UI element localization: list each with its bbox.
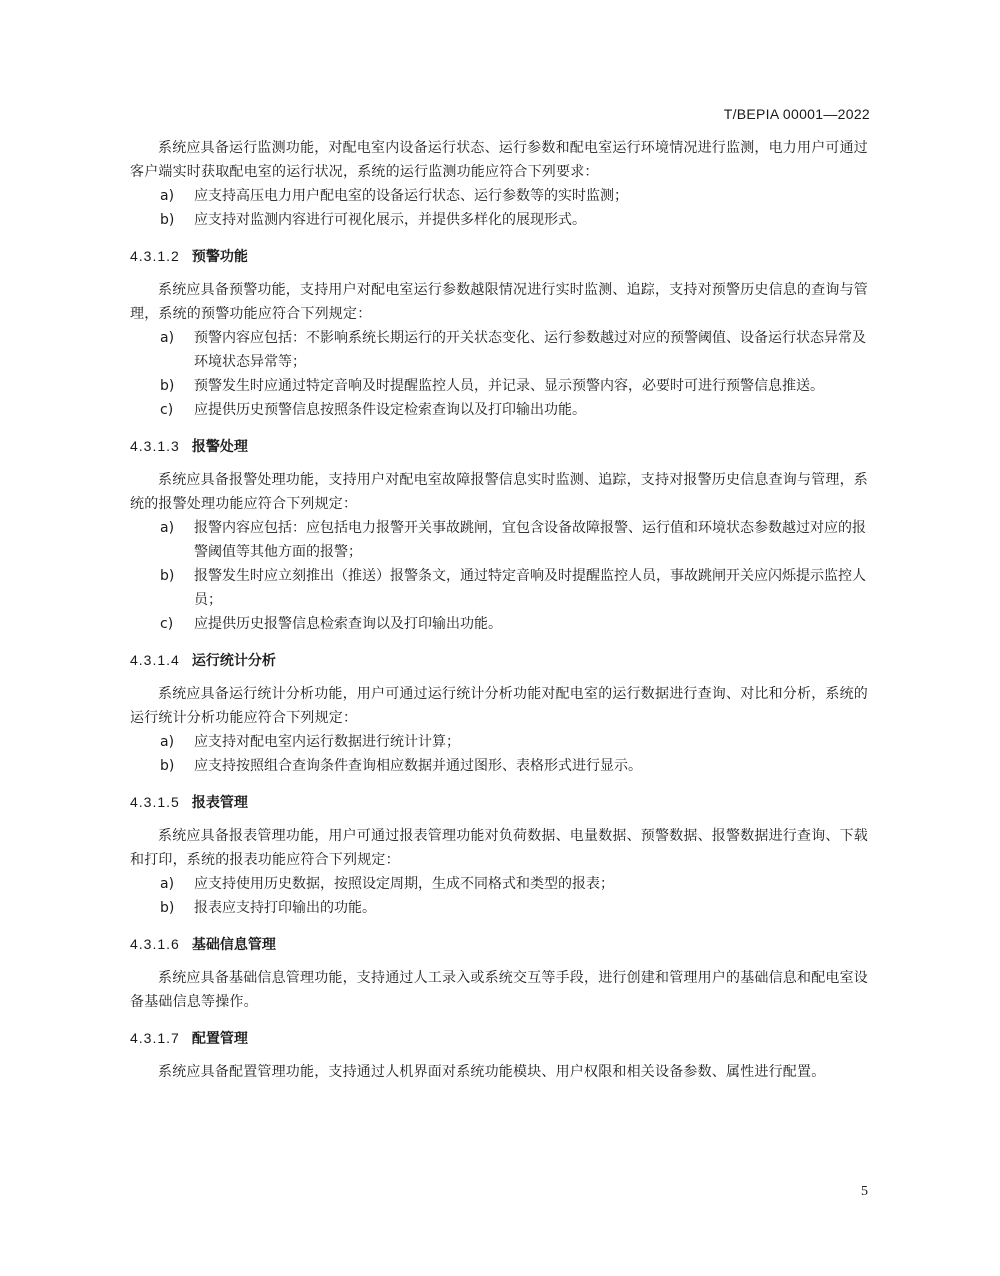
section-heading-4-3-1-2 (130, 245, 870, 268)
list-item (130, 564, 870, 612)
list-item-text: 预警发生时应通过特定音响及时提醒监控人员，并记录、显示预警内容，必要时可进行预警信息推送。 (194, 378, 824, 394)
document-body (130, 136, 870, 1084)
section-number: 4.3.1.2 (130, 248, 180, 264)
section-title: 基础信息管理 (191, 937, 276, 953)
section-list (130, 516, 870, 636)
list-item-text: 报警内容应包括：应包括电力报警开关事故跳闸，宜包含设备故障报警、运行值和环境状态参数越过对应的报警阈值等其他方面的报警； (194, 520, 866, 560)
section-paragraph: 系统应具备配置管理功能，支持通过人机界面对系统功能模块、用户权限和相关设备参数、属性进行配置。 (158, 1064, 826, 1080)
section-paragraph: 系统应具备运行统计分析功能，用户可通过运行统计分析功能对配电室的运行数据进行查询、对比和分析，系统的运行统计分析功能应符合下列规定： (130, 686, 868, 726)
list-item-text: 应提供历史预警信息按照条件设定检索查询以及打印输出功能。 (194, 402, 586, 418)
list-item-text: 应支持高压电力用户配电室的设备运行状态、运行参数等的实时监测； (194, 188, 628, 204)
list-item-text: 应支持使用历史数据，按照设定周期，生成不同格式和类型的报表； (194, 876, 614, 892)
list-item-text: 应支持对配电室内运行数据进行统计计算； (194, 734, 460, 750)
section-paragraph: 系统应具备报警处理功能，支持用户对配电室故障报警信息实时监测、追踪，支持对报警历史信息查询与管理，系统的报警处理功能应符合下列规定： (130, 472, 868, 512)
section-number: 4.3.1.7 (130, 1030, 180, 1046)
section-title: 报表管理 (191, 795, 248, 811)
section-list (130, 730, 870, 778)
list-item (130, 612, 870, 636)
list-item (130, 326, 870, 374)
list-item (130, 754, 870, 778)
section-heading-4-3-1-3 (130, 435, 870, 458)
section-list (130, 326, 870, 422)
section-number: 4.3.1.6 (130, 936, 180, 952)
list-marker: b) (160, 568, 175, 584)
list-item (130, 872, 870, 896)
page-number: 5 (861, 1184, 868, 1199)
list-item-text: 应支持按照组合查询条件查询相应数据并通过图形、表格形式进行显示。 (194, 758, 642, 774)
intro-list (130, 184, 870, 232)
section-heading-4-3-1-6 (130, 933, 870, 956)
list-marker: c) (160, 616, 174, 632)
list-marker: a) (160, 734, 175, 750)
list-item (130, 374, 870, 398)
list-marker: a) (160, 330, 175, 346)
list-item (130, 398, 870, 422)
list-item-text: 预警内容应包括：不影响系统长期运行的开关状态变化、运行参数越过对应的预警阈值、设备运行状态异常及环境状态异常等； (194, 330, 866, 370)
section-title: 报警处理 (191, 439, 248, 455)
list-marker: b) (160, 378, 175, 394)
list-marker: b) (160, 212, 175, 228)
intro-paragraph: 系统应具备运行监测功能，对配电室内设备运行状态、运行参数和配电室运行环境情况进行监测，电力用户可通过客户端实时获取配电室的运行状况，系统的运行监测功能应符合下列要求： (130, 140, 868, 180)
document-code: T/BEPIA 00001—2022 (723, 106, 870, 122)
section-title: 配置管理 (191, 1031, 248, 1047)
section-paragraph: 系统应具备预警功能，支持用户对配电室运行参数越限情况进行实时监测、追踪，支持对预警历史信息的查询与管理，系统的预警功能应符合下列规定： (130, 282, 868, 322)
list-marker: b) (160, 758, 175, 774)
section-list (130, 872, 870, 920)
list-item-text: 应支持对监测内容进行可视化展示，并提供多样化的展现形式。 (194, 212, 586, 228)
section-title: 预警功能 (191, 249, 248, 265)
section-number: 4.3.1.4 (130, 652, 180, 668)
section-number: 4.3.1.5 (130, 794, 180, 810)
section-heading-4-3-1-4 (130, 649, 870, 672)
section-title: 运行统计分析 (191, 653, 276, 669)
list-item (130, 896, 870, 920)
list-marker: b) (160, 900, 175, 916)
list-item-text: 报表应支持打印输出的功能。 (194, 900, 376, 916)
list-item-text: 报警发生时应立刻推出（推送）报警条文，通过特定音响及时提醒监控人员，事故跳闸开关应闪烁提示监控人员； (194, 568, 866, 608)
section-heading-4-3-1-5 (130, 791, 870, 814)
section-paragraph: 系统应具备报表管理功能，用户可通过报表管理功能对负荷数据、电量数据、预警数据、报警数据进行查询、下载和打印，系统的报表功能应符合下列规定： (130, 828, 868, 868)
section-number: 4.3.1.3 (130, 438, 180, 454)
list-marker: a) (160, 188, 175, 204)
list-item (130, 730, 870, 754)
section-paragraph: 系统应具备基础信息管理功能，支持通过人工录入或系统交互等手段，进行创建和管理用户的基础信息和配电室设备基础信息等操作。 (130, 970, 868, 1010)
section-heading-4-3-1-7 (130, 1027, 870, 1050)
list-marker: c) (160, 402, 174, 418)
list-marker: a) (160, 520, 175, 536)
list-item (130, 516, 870, 564)
list-item-text: 应提供历史报警信息检索查询以及打印输出功能。 (194, 616, 502, 632)
list-item (130, 208, 870, 232)
list-item (130, 184, 870, 208)
list-marker: a) (160, 876, 175, 892)
